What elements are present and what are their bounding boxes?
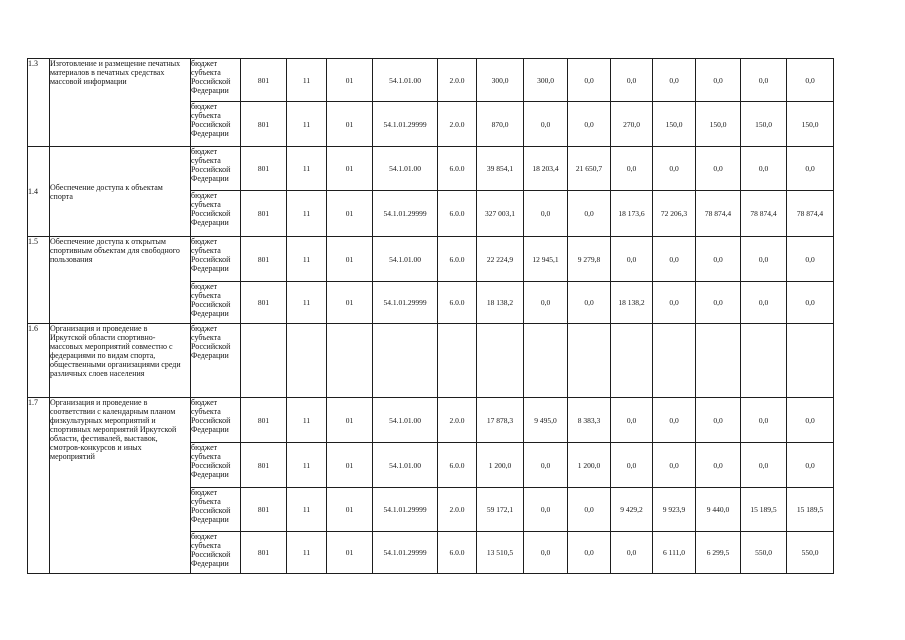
amount-period-7: 0,0 [787, 443, 834, 488]
expense-type-code: 2.0.0 [438, 488, 477, 532]
amount-total: 870,0 [477, 102, 524, 147]
amount-period-4: 0,0 [653, 443, 696, 488]
subsection-code: 01 [327, 237, 373, 282]
section-code: 11 [287, 147, 327, 191]
amount-period-2: 0,0 [568, 532, 611, 574]
target-article-code: 54.1.01.29999 [373, 282, 438, 324]
grbs-code [241, 324, 287, 398]
amount-period-1: 12 945,1 [524, 237, 568, 282]
budget-table-body [28, 59, 834, 574]
subsection-code: 01 [327, 191, 373, 237]
amount-period-1: 9 495,0 [524, 398, 568, 443]
amount-period-5: 9 440,0 [696, 488, 741, 532]
expense-type-code: 6.0.0 [438, 443, 477, 488]
amount-period-4: 0,0 [653, 282, 696, 324]
amount-period-6: 0,0 [741, 59, 787, 102]
item-number: 1.4 [28, 147, 50, 237]
item-name: Организация и проведение в соответствии с календарным планом физкультурных мероприятий и спортивных мероприятий Иркутской области, фестивалей, выставок, смотров-конкурсов и иных мероприятий [50, 398, 191, 574]
amount-period-7: 78 874,4 [787, 191, 834, 237]
amount-period-2: 0,0 [568, 282, 611, 324]
grbs-code: 801 [241, 102, 287, 147]
section-code [287, 324, 327, 398]
item-name: Обеспечение доступа к объектам спорта [50, 147, 191, 237]
amount-period-1: 0,0 [524, 532, 568, 574]
amount-period-3: 0,0 [611, 237, 653, 282]
item-number: 1.7 [28, 398, 50, 574]
amount-total: 39 854,1 [477, 147, 524, 191]
amount-period-4: 0,0 [653, 237, 696, 282]
table-row [28, 398, 834, 443]
expense-type-code: 2.0.0 [438, 398, 477, 443]
amount-period-6: 150,0 [741, 102, 787, 147]
grbs-code: 801 [241, 443, 287, 488]
amount-period-1: 0,0 [524, 102, 568, 147]
subsection-code [327, 324, 373, 398]
amount-total: 300,0 [477, 59, 524, 102]
amount-period-7: 550,0 [787, 532, 834, 574]
item-number: 1.5 [28, 237, 50, 324]
amount-period-3: 0,0 [611, 147, 653, 191]
amount-period-5: 0,0 [696, 59, 741, 102]
item-name: Изготовление и размещение печатных материалов в печатных средствах массовой информации [50, 59, 191, 147]
amount-period-7: 150,0 [787, 102, 834, 147]
amount-period-6 [741, 324, 787, 398]
subsection-code: 01 [327, 59, 373, 102]
amount-period-4: 72 206,3 [653, 191, 696, 237]
amount-period-6: 0,0 [741, 282, 787, 324]
amount-period-6: 78 874,4 [741, 191, 787, 237]
amount-period-5: 78 874,4 [696, 191, 741, 237]
expense-type-code: 6.0.0 [438, 191, 477, 237]
subsection-code: 01 [327, 282, 373, 324]
amount-period-7 [787, 324, 834, 398]
funding-source: бюджет субъекта Российской Федерации [191, 191, 241, 237]
amount-period-1: 0,0 [524, 282, 568, 324]
amount-total: 1 200,0 [477, 443, 524, 488]
amount-period-3: 18 138,2 [611, 282, 653, 324]
amount-period-3: 0,0 [611, 59, 653, 102]
amount-period-5 [696, 324, 741, 398]
amount-period-3: 0,0 [611, 532, 653, 574]
subsection-code: 01 [327, 102, 373, 147]
amount-period-7: 0,0 [787, 59, 834, 102]
item-number: 1.6 [28, 324, 50, 398]
target-article-code: 54.1.01.00 [373, 237, 438, 282]
amount-period-6: 550,0 [741, 532, 787, 574]
amount-period-6: 0,0 [741, 443, 787, 488]
section-code: 11 [287, 237, 327, 282]
target-article-code: 54.1.01.29999 [373, 191, 438, 237]
funding-source: бюджет субъекта Российской Федерации [191, 398, 241, 443]
funding-source: бюджет субъекта Российской Федерации [191, 59, 241, 102]
amount-period-4: 9 923,9 [653, 488, 696, 532]
amount-period-3: 9 429,2 [611, 488, 653, 532]
amount-period-2: 21 650,7 [568, 147, 611, 191]
amount-total: 13 510,5 [477, 532, 524, 574]
expense-type-code: 6.0.0 [438, 532, 477, 574]
amount-total: 59 172,1 [477, 488, 524, 532]
grbs-code: 801 [241, 282, 287, 324]
table-row [28, 324, 834, 398]
subsection-code: 01 [327, 488, 373, 532]
target-article-code: 54.1.01.00 [373, 147, 438, 191]
amount-total: 327 003,1 [477, 191, 524, 237]
funding-source: бюджет субъекта Российской Федерации [191, 532, 241, 574]
target-article-code: 54.1.01.00 [373, 443, 438, 488]
amount-period-1: 0,0 [524, 191, 568, 237]
amount-total: 17 878,3 [477, 398, 524, 443]
grbs-code: 801 [241, 488, 287, 532]
funding-source: бюджет субъекта Российской Федерации [191, 324, 241, 398]
item-number: 1.3 [28, 59, 50, 147]
table-row [28, 237, 834, 282]
grbs-code: 801 [241, 147, 287, 191]
funding-source: бюджет субъекта Российской Федерации [191, 282, 241, 324]
amount-period-6: 0,0 [741, 398, 787, 443]
amount-period-1: 18 203,4 [524, 147, 568, 191]
amount-period-4: 0,0 [653, 147, 696, 191]
expense-type-code: 6.0.0 [438, 237, 477, 282]
amount-period-3: 0,0 [611, 398, 653, 443]
section-code: 11 [287, 102, 327, 147]
amount-period-6: 0,0 [741, 147, 787, 191]
amount-period-1: 0,0 [524, 443, 568, 488]
grbs-code: 801 [241, 59, 287, 102]
funding-source: бюджет субъекта Российской Федерации [191, 488, 241, 532]
amount-period-2: 0,0 [568, 59, 611, 102]
section-code: 11 [287, 398, 327, 443]
funding-source: бюджет субъекта Российской Федерации [191, 237, 241, 282]
expense-type-code: 6.0.0 [438, 282, 477, 324]
amount-period-5: 0,0 [696, 398, 741, 443]
target-article-code: 54.1.01.00 [373, 398, 438, 443]
section-code: 11 [287, 59, 327, 102]
amount-period-3: 270,0 [611, 102, 653, 147]
section-code: 11 [287, 282, 327, 324]
amount-period-4: 150,0 [653, 102, 696, 147]
expense-type-code [438, 324, 477, 398]
amount-period-7: 0,0 [787, 237, 834, 282]
amount-period-3 [611, 324, 653, 398]
expense-type-code: 6.0.0 [438, 147, 477, 191]
table-row [28, 147, 834, 191]
amount-period-6: 0,0 [741, 237, 787, 282]
amount-period-2: 1 200,0 [568, 443, 611, 488]
amount-period-4: 0,0 [653, 398, 696, 443]
amount-total: 18 138,2 [477, 282, 524, 324]
amount-period-7: 0,0 [787, 398, 834, 443]
amount-period-5: 0,0 [696, 282, 741, 324]
amount-period-1 [524, 324, 568, 398]
amount-period-5: 0,0 [696, 147, 741, 191]
subsection-code: 01 [327, 398, 373, 443]
amount-period-2: 8 383,3 [568, 398, 611, 443]
amount-period-2: 9 279,8 [568, 237, 611, 282]
amount-period-5: 0,0 [696, 237, 741, 282]
grbs-code: 801 [241, 398, 287, 443]
target-article-code: 54.1.01.29999 [373, 532, 438, 574]
subsection-code: 01 [327, 443, 373, 488]
amount-total: 22 224,9 [477, 237, 524, 282]
expense-type-code: 2.0.0 [438, 102, 477, 147]
amount-period-4: 6 111,0 [653, 532, 696, 574]
subsection-code: 01 [327, 532, 373, 574]
grbs-code: 801 [241, 191, 287, 237]
target-article-code: 54.1.01.00 [373, 59, 438, 102]
amount-period-5: 0,0 [696, 443, 741, 488]
amount-period-1: 0,0 [524, 488, 568, 532]
funding-source: бюджет субъекта Российской Федерации [191, 147, 241, 191]
section-code: 11 [287, 532, 327, 574]
target-article-code [373, 324, 438, 398]
amount-period-5: 150,0 [696, 102, 741, 147]
amount-period-4 [653, 324, 696, 398]
item-name: Организация и проведение в Иркутской области спортивно- массовых мероприятий совместно с федерациями по видам спорта, общественными организациями среди различных слоев населения [50, 324, 191, 398]
expense-type-code: 2.0.0 [438, 59, 477, 102]
target-article-code: 54.1.01.29999 [373, 488, 438, 532]
amount-period-2: 0,0 [568, 102, 611, 147]
section-code: 11 [287, 443, 327, 488]
subsection-code: 01 [327, 147, 373, 191]
amount-period-7: 0,0 [787, 282, 834, 324]
amount-period-4: 0,0 [653, 59, 696, 102]
amount-period-7: 0,0 [787, 147, 834, 191]
grbs-code: 801 [241, 237, 287, 282]
table-row [28, 59, 834, 102]
amount-total [477, 324, 524, 398]
amount-period-2 [568, 324, 611, 398]
item-name: Обеспечение доступа к открытым спортивным объектам для свободного пользования [50, 237, 191, 324]
amount-period-7: 15 189,5 [787, 488, 834, 532]
budget-table [27, 58, 834, 574]
section-code: 11 [287, 191, 327, 237]
amount-period-3: 0,0 [611, 443, 653, 488]
target-article-code: 54.1.01.29999 [373, 102, 438, 147]
funding-source: бюджет субъекта Российской Федерации [191, 102, 241, 147]
funding-source: бюджет субъекта Российской Федерации [191, 443, 241, 488]
amount-period-2: 0,0 [568, 488, 611, 532]
grbs-code: 801 [241, 532, 287, 574]
amount-period-2: 0,0 [568, 191, 611, 237]
amount-period-1: 300,0 [524, 59, 568, 102]
amount-period-6: 15 189,5 [741, 488, 787, 532]
section-code: 11 [287, 488, 327, 532]
amount-period-3: 18 173,6 [611, 191, 653, 237]
amount-period-5: 6 299,5 [696, 532, 741, 574]
